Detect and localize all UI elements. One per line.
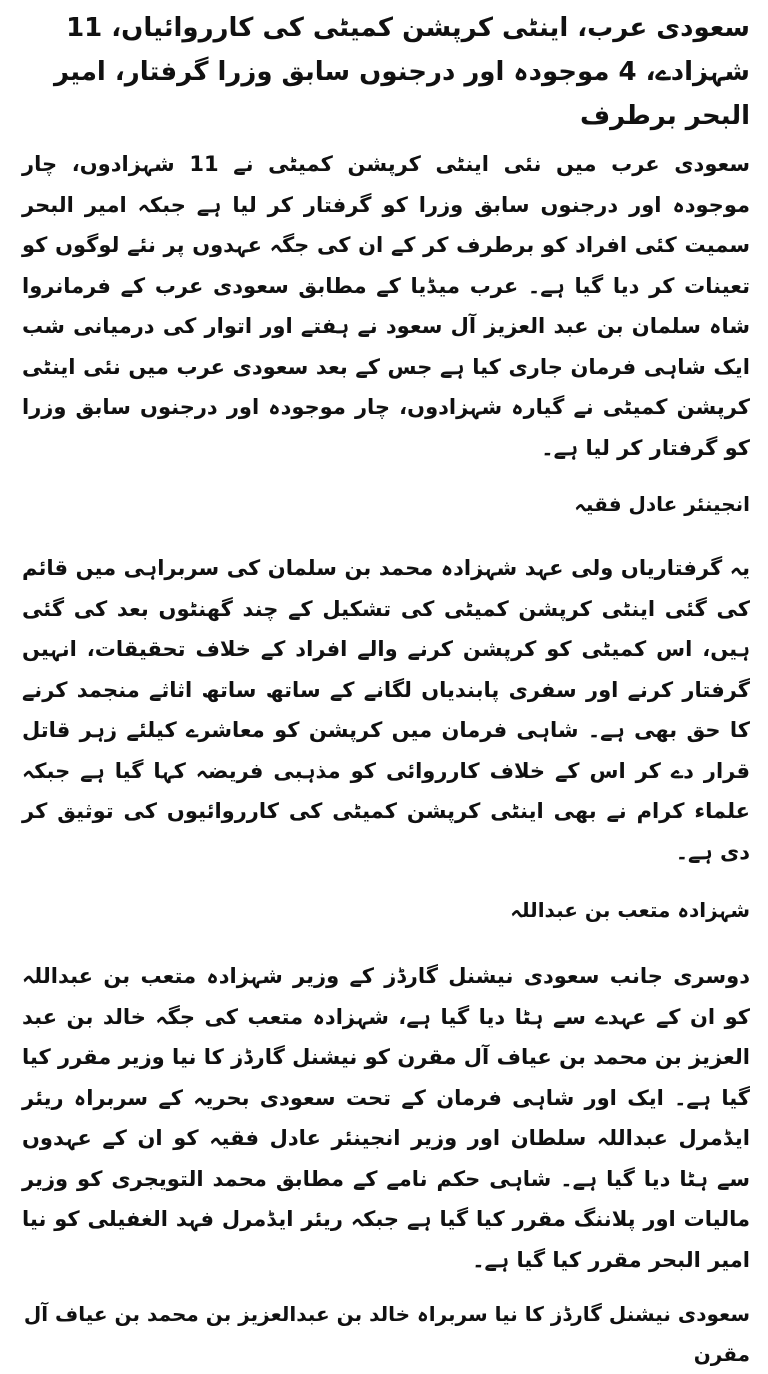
article-headline: سعودی عرب، اینٹی کرپشن کمیٹی کی کارروائیاں، 11 شہزادے، 4 موجودہ اور درجنوں سابق وزرا گرفتار، امیر البحر برطرف: [54, 13, 750, 131]
subheading-adil-faqih: انجینئر عادل فقیہ: [574, 492, 750, 516]
article-paragraph-1: سعودی عرب میں نئی اینٹی کرپشن کمیٹی نے 11 شہزادوں، چار موجودہ اور درجنوں سابق وزرا کو گرفتار کر لیا ہے جبکہ امیر البحر سمیت کئی افراد کو برطرف کر کے ان کی جگہ عہدوں پر نئے لوگوں کو تعینات کر دیا گیا ہے۔ عرب میڈیا کے مطابق سعودی عرب کے فرمانروا شاہ سلمان بن عبد العزیز آل سعود نے ہفتے اور اتوار کی درمیانی شب ایک شاہی فرمان جاری کیا ہے جس کے بعد سعودی عرب میں نئی اینٹی کرپشن کمیٹی نے گیارہ شہزادوں، چار موجودہ اور درجنوں سابق وزرا کو گرفتار کر لیا ہے۔: [22, 152, 750, 460]
article-paragraph-3: دوسری جانب سعودی نیشنل گارڈز کے وزیر شہزادہ متعب بن عبداللہ کو ان کے عہدے سے ہٹا دیا گیا ہے، شہزادہ متعب کی جگہ خالد بن عبد العزیز بن محمد بن عیاف آل مقرن کو نیشنل گارڈز کا نیا وزیر مقرر کیا گیا ہے۔ ایک اور شاہی فرمان کے تحت سعودی بحریہ کے سربراہ ریئر ایڈمرل عبداللہ سلطان اور وزیر انجینئر عادل فقیہ کو ان کے عہدوں سے ہٹا دیا گیا ہے۔ شاہی حکم نامے کے مطابق محمد التویجری کو وزیر مالیات اور پلاننگ مقرر کیا گیا ہے جبکہ ریئر ایڈمرل فہد الغفیلی کو نیا امیر البحر مقرر کیا گیا ہے۔: [22, 964, 750, 1272]
article-paragraph-2: یہ گرفتاریاں ولی عہد شہزادہ محمد بن سلمان کی سربراہی میں قائم کی گئی اینٹی کرپشن کمیٹی کی تشکیل کے چند گھنٹوں بعد کی گئی ہیں، اس کمیٹی کو کرپشن کرنے والے افراد کے خلاف تحقیقات، انہیں گرفتار کرنے اور سفری پابندیاں لگانے کے ساتھ ساتھ اثاثے منجمد کرنے کا حق بھی ہے۔ شاہی فرمان میں کرپشن کو معاشرے کیلئے زہر قاتل قرار دے کر اس کے خلاف کارروائی کو مذہبی فریضہ کہا گیا ہے جبکہ علماء کرام نے بھی اینٹی کرپشن کمیٹی کی کارروائیوں کی توثیق کر دی ہے۔: [22, 556, 750, 864]
subheading-mutaib-bin-abdullah: شہزادہ متعب بن عبداللہ: [510, 898, 750, 922]
subheading-national-guard-head: سعودی نیشنل گارڈز کا نیا سربراہ خالد بن عبدالعزیز بن محمد بن عیاف آل مقرن: [23, 1302, 750, 1366]
